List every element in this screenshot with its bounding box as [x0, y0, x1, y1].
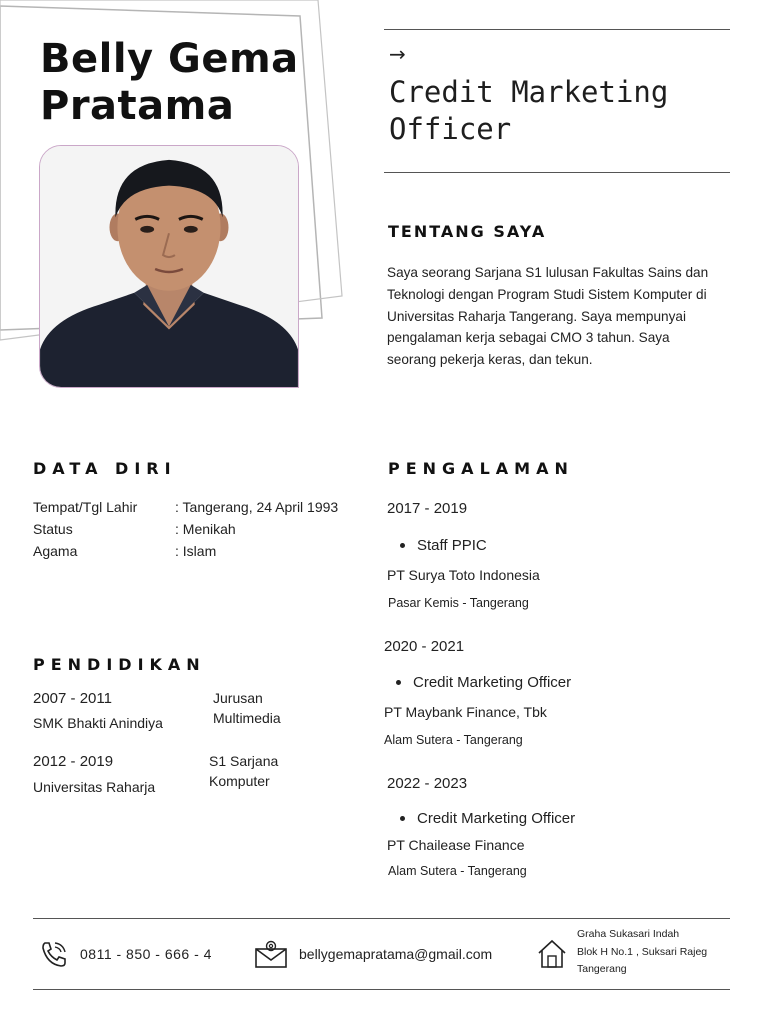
arrow-icon: →	[389, 42, 406, 66]
experience-3-position-text: Credit Marketing Officer	[417, 810, 576, 827]
job-title-line-1: Credit Marketing	[389, 75, 669, 109]
education-1-major-line-2: Multimedia	[213, 710, 281, 726]
experience-2-position-text: Credit Marketing Officer	[413, 674, 572, 691]
experience-2-years: 2020 - 2021	[384, 638, 465, 655]
birth-value: : Tangerang, 24 April 1993	[175, 499, 339, 515]
home-icon	[536, 938, 568, 970]
job-title-line-2: Officer	[389, 112, 512, 146]
religion-label: Agama	[33, 543, 78, 559]
job-title	[389, 74, 719, 148]
name-line-1: Belly Gema	[40, 36, 299, 82]
experience-2-company: PT Maybank Finance, Tbk	[384, 704, 547, 720]
person-portrait-image	[40, 146, 298, 387]
footer-bottom-divider	[33, 989, 730, 990]
experience-1-location: Pasar Kemis - Tangerang	[388, 596, 529, 610]
experience-2-position	[396, 674, 571, 691]
bullet-icon	[396, 680, 401, 685]
experience-heading: PENGALAMAN	[388, 459, 574, 478]
profile-photo	[39, 145, 299, 388]
personal-data-heading: DATA DIRI	[33, 459, 177, 478]
address-line-3: Tangerang	[577, 963, 627, 975]
education-1-years: 2007 - 2011	[33, 690, 112, 707]
education-heading: PENDIDIKAN	[33, 655, 206, 674]
experience-1-years: 2017 - 2019	[387, 500, 468, 517]
experience-1-company: PT Surya Toto Indonesia	[387, 567, 540, 583]
experience-3-location: Alam Sutera - Tangerang	[388, 864, 527, 878]
education-2-school: Universitas Raharja	[33, 779, 156, 795]
education-1-school: SMK Bhakti Anindiya	[33, 715, 163, 731]
name-line-2: Pratama	[40, 83, 235, 129]
header-top-divider	[384, 29, 730, 30]
experience-3-position	[400, 810, 575, 827]
experience-1-position	[400, 537, 487, 554]
email-icon	[254, 940, 288, 968]
email-address: bellygemapratama@gmail.com	[299, 946, 493, 962]
phone-number: 0811 - 850 - 666 - 4	[80, 946, 212, 962]
education-2-years: 2012 - 2019	[33, 753, 114, 770]
experience-3-years: 2022 - 2023	[387, 775, 468, 792]
experience-3-company: PT Chailease Finance	[387, 837, 525, 853]
bullet-icon	[400, 816, 405, 821]
about-text: Saya seorang Sarjana S1 lulusan Fakultas Sains dan Teknologi dengan Program Studi Sistem Komputer di Universitas Raharja Tangerang. Saya mempunyai pengalaman kerja sebagai CMO 3 tahun. Saya seorang pekerja keras, dan tekun.	[387, 265, 709, 368]
address-line-1: Graha Sukasari Indah	[577, 928, 680, 940]
experience-1-position-text: Staff PPIC	[417, 537, 487, 554]
bullet-icon	[400, 543, 405, 548]
education-2-major-line-1: S1 Sarjana	[209, 753, 279, 769]
status-value: : Menikah	[175, 521, 236, 537]
address-block	[577, 926, 737, 979]
birth-label: Tempat/Tgl Lahir	[33, 499, 138, 515]
experience-2-location: Alam Sutera - Tangerang	[384, 733, 523, 747]
about-heading: TENTANG SAYA	[388, 222, 547, 241]
status-label: Status	[33, 521, 73, 537]
religion-value: : Islam	[175, 543, 217, 559]
address-line-2: Blok H No.1 , Suksari Rajeg	[577, 945, 708, 958]
education-1-major-line-1: Jurusan	[213, 690, 263, 706]
phone-icon	[39, 940, 69, 968]
person-name	[40, 36, 330, 130]
education-2-major-line-2: Komputer	[209, 773, 270, 789]
footer-top-divider	[33, 918, 730, 919]
header-bottom-divider	[384, 172, 730, 173]
